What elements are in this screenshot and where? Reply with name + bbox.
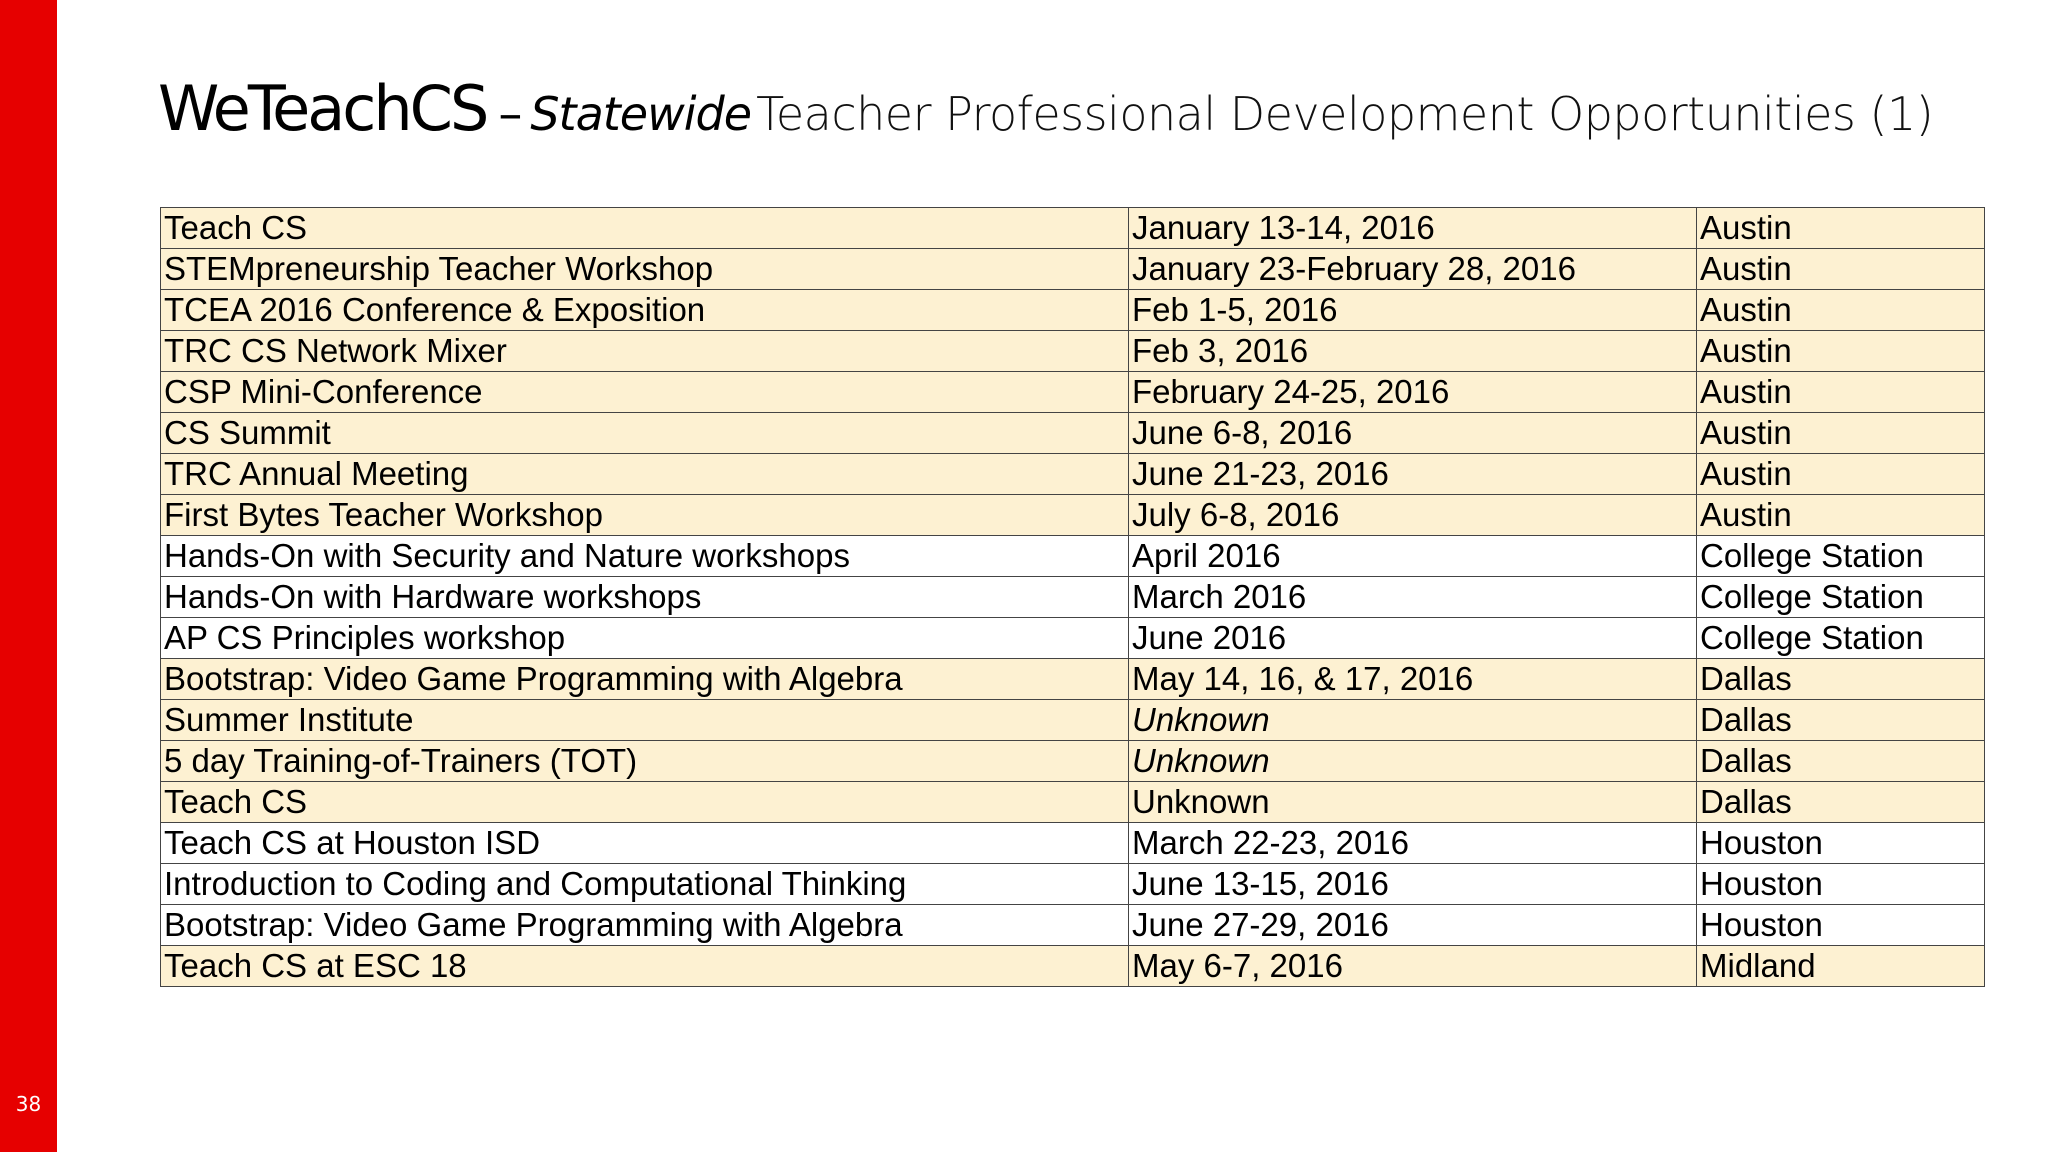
- date-cell: June 6-8, 2016: [1129, 413, 1697, 454]
- event-cell: Teach CS at Houston ISD: [161, 823, 1129, 864]
- location-cell: Austin: [1697, 208, 1985, 249]
- location-cell: Austin: [1697, 290, 1985, 331]
- date-cell: May 6-7, 2016: [1129, 946, 1697, 987]
- date-cell: January 23-February 28, 2016: [1129, 249, 1697, 290]
- table-row: [161, 454, 1985, 495]
- location-cell: Austin: [1697, 495, 1985, 536]
- date-cell: June 21-23, 2016: [1129, 454, 1697, 495]
- event-cell: Teach CS: [161, 208, 1129, 249]
- location-cell: College Station: [1697, 577, 1985, 618]
- location-cell: College Station: [1697, 536, 1985, 577]
- location-cell: Austin: [1697, 249, 1985, 290]
- table-row: [161, 782, 1985, 823]
- title-brand: WeTeachCS: [158, 72, 487, 145]
- date-cell: Feb 3, 2016: [1129, 331, 1697, 372]
- slide-number: 38: [15, 1092, 42, 1116]
- date-cell: January 13-14, 2016: [1129, 208, 1697, 249]
- date-cell: June 13-15, 2016: [1129, 864, 1697, 905]
- table-row: [161, 495, 1985, 536]
- event-cell: STEMpreneurship Teacher Workshop: [161, 249, 1129, 290]
- event-cell: Bootstrap: Video Game Programming with Algebra: [161, 659, 1129, 700]
- location-cell: Midland: [1697, 946, 1985, 987]
- location-cell: College Station: [1697, 618, 1985, 659]
- event-cell: First Bytes Teacher Workshop: [161, 495, 1129, 536]
- table-row: [161, 249, 1985, 290]
- title-rest: Teacher Professional Development Opportunities (1): [756, 87, 1934, 141]
- event-cell: Hands-On with Hardware workshops: [161, 577, 1129, 618]
- event-cell: Introduction to Coding and Computational Thinking: [161, 864, 1129, 905]
- events-table: [160, 207, 1985, 987]
- location-cell: Austin: [1697, 331, 1985, 372]
- date-cell: April 2016: [1129, 536, 1697, 577]
- event-cell: Teach CS: [161, 782, 1129, 823]
- table-row: [161, 618, 1985, 659]
- location-cell: Houston: [1697, 823, 1985, 864]
- date-cell: June 2016: [1129, 618, 1697, 659]
- table-row: [161, 536, 1985, 577]
- date-cell: February 24-25, 2016: [1129, 372, 1697, 413]
- location-cell: Dallas: [1697, 659, 1985, 700]
- table-row: [161, 946, 1985, 987]
- table-row: [161, 290, 1985, 331]
- event-cell: Summer Institute: [161, 700, 1129, 741]
- event-cell: TRC CS Network Mixer: [161, 331, 1129, 372]
- date-cell: Feb 1-5, 2016: [1129, 290, 1697, 331]
- location-cell: Austin: [1697, 413, 1985, 454]
- table-row: [161, 823, 1985, 864]
- event-cell: TRC Annual Meeting: [161, 454, 1129, 495]
- table-row: [161, 577, 1985, 618]
- date-cell: May 14, 16, & 17, 2016: [1129, 659, 1697, 700]
- location-cell: Dallas: [1697, 741, 1985, 782]
- location-cell: Austin: [1697, 372, 1985, 413]
- slide-title: [158, 72, 1933, 145]
- title-dash: –: [498, 86, 523, 142]
- date-cell: March 22-23, 2016: [1129, 823, 1697, 864]
- date-cell: Unknown: [1129, 741, 1697, 782]
- location-cell: Dallas: [1697, 700, 1985, 741]
- date-cell: Unknown: [1129, 782, 1697, 823]
- table-row: [161, 864, 1985, 905]
- event-cell: TCEA 2016 Conference & Exposition: [161, 290, 1129, 331]
- location-cell: Austin: [1697, 454, 1985, 495]
- date-cell: July 6-8, 2016: [1129, 495, 1697, 536]
- location-cell: Houston: [1697, 864, 1985, 905]
- event-cell: AP CS Principles workshop: [161, 618, 1129, 659]
- table-row: [161, 659, 1985, 700]
- date-cell: Unknown: [1129, 700, 1697, 741]
- table-row: [161, 700, 1985, 741]
- table-row: [161, 331, 1985, 372]
- event-cell: Hands-On with Security and Nature workshops: [161, 536, 1129, 577]
- location-cell: Houston: [1697, 905, 1985, 946]
- table-row: [161, 208, 1985, 249]
- table-row: [161, 413, 1985, 454]
- table-row: [161, 372, 1985, 413]
- event-cell: Bootstrap: Video Game Programming with Algebra: [161, 905, 1129, 946]
- table-row: [161, 905, 1985, 946]
- table-row: [161, 741, 1985, 782]
- event-cell: CS Summit: [161, 413, 1129, 454]
- event-cell: CSP Mini-Conference: [161, 372, 1129, 413]
- title-statewide: Statewide: [530, 87, 751, 141]
- date-cell: June 27-29, 2016: [1129, 905, 1697, 946]
- event-cell: 5 day Training-of-Trainers (TOT): [161, 741, 1129, 782]
- event-cell: Teach CS at ESC 18: [161, 946, 1129, 987]
- date-cell: March 2016: [1129, 577, 1697, 618]
- location-cell: Dallas: [1697, 782, 1985, 823]
- accent-sidebar: [0, 0, 57, 1152]
